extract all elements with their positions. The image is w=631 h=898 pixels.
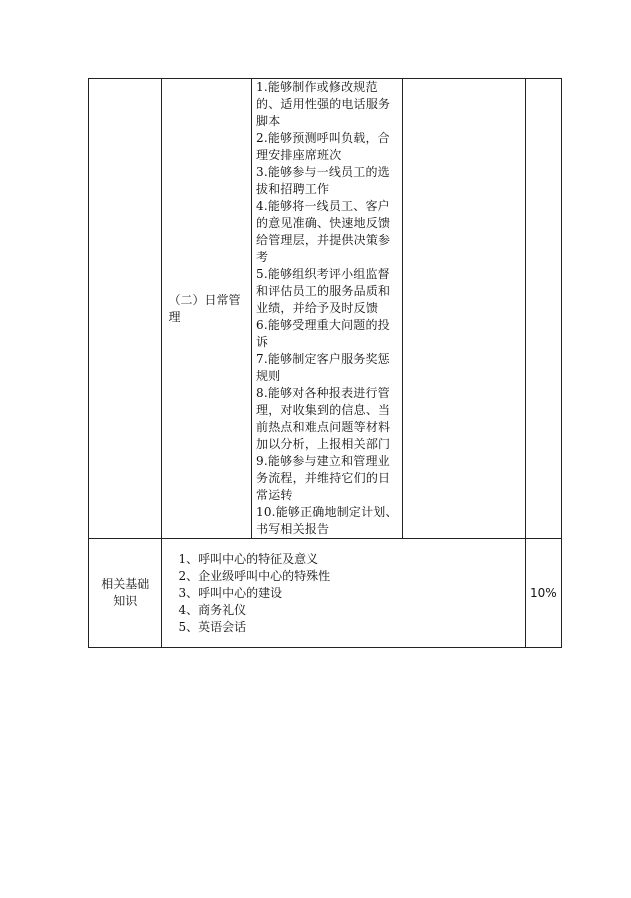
list-item: 5.能够组织考评小组监督和评估员工的服务品质和业绩，并给予及时反馈 bbox=[256, 267, 391, 315]
table-row-basic-knowledge bbox=[89, 539, 562, 648]
list-item: 9.能够参与建立和管理业务流程，并维持它们的日常运转 bbox=[256, 454, 391, 502]
syllabus-table bbox=[88, 78, 562, 648]
subcategory-label: （二）日常管理 bbox=[168, 292, 241, 324]
table-row-daily-management bbox=[89, 79, 562, 539]
list-item: 1.能够制作或修改规范的、适用性强的电话服务脚本 bbox=[256, 80, 391, 128]
basic-knowledge-cell bbox=[162, 539, 525, 648]
basic-knowledge-label: 相关基础知识 bbox=[89, 539, 162, 648]
list-item: 4.能够将一线员工、客户的意见准确、快速地反馈给管理层，并提供决策参考 bbox=[256, 199, 391, 264]
list-item: 6.能够受理重大问题的投诉 bbox=[256, 318, 390, 349]
basic-knowledge-list bbox=[178, 551, 524, 636]
weight-cell bbox=[525, 79, 561, 539]
skills-list bbox=[256, 79, 398, 538]
list-item: 2、企业级呼叫中心的特殊性 bbox=[178, 568, 331, 583]
knowledge-cell bbox=[402, 79, 525, 539]
list-item: 7.能够制定客户服务奖惩规则 bbox=[256, 352, 390, 383]
list-item: 10.能够正确地制定计划、书写相关报告 bbox=[256, 505, 398, 536]
category-cell bbox=[89, 79, 162, 539]
list-item: 3、呼叫中心的建设 bbox=[178, 585, 283, 600]
list-item: 5、英语会话 bbox=[178, 619, 247, 634]
list-item: 1、呼叫中心的特征及意义 bbox=[178, 551, 319, 566]
list-item: 3.能够参与一线员工的选拔和招聘工作 bbox=[256, 165, 390, 196]
subcategory-cell bbox=[162, 79, 252, 539]
weight-value: 10% bbox=[525, 539, 561, 648]
list-item: 4、商务礼仪 bbox=[178, 602, 247, 617]
list-item: 2.能够预测呼叫负载，合理安排座席班次 bbox=[256, 131, 390, 162]
skills-cell bbox=[252, 79, 403, 539]
list-item: 8.能够对各种报表进行管理，对收集到的信息、当前热点和难点问题等材料加以分析，上报相关部门 bbox=[256, 386, 391, 451]
